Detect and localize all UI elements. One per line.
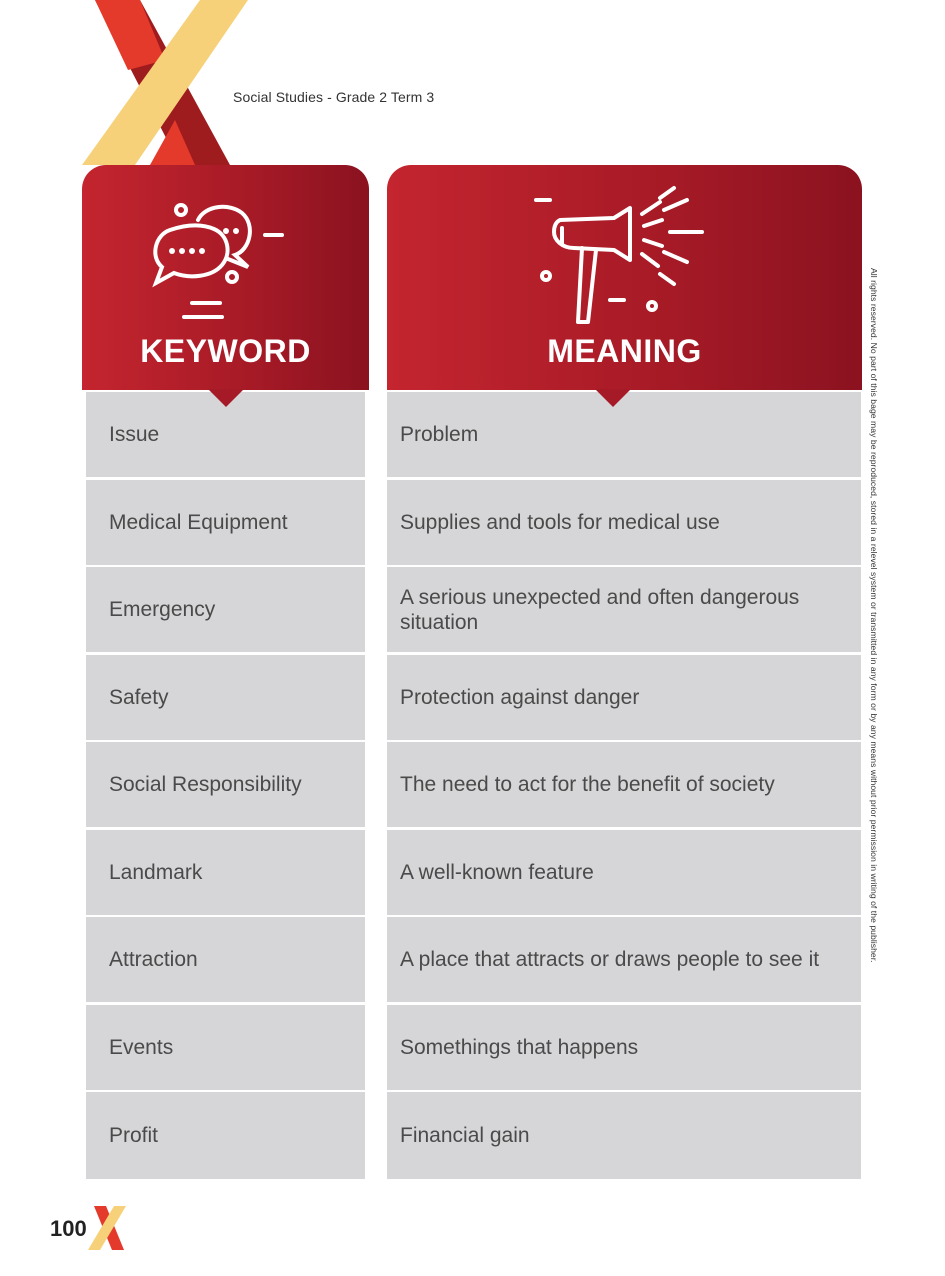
meaning-cell: A well-known feature <box>387 830 861 915</box>
chat-bubbles-icon <box>150 195 300 325</box>
meaning-cell: The need to act for the benefit of society <box>387 742 861 827</box>
meaning-cell: Supplies and tools for medical use <box>387 480 861 565</box>
keyword-cell: Safety <box>86 655 365 740</box>
keyword-column-header <box>82 165 369 390</box>
meaning-title: MEANING <box>547 333 702 369</box>
meaning-header-pointer <box>595 389 631 407</box>
keyword-cell: Social Responsibility <box>86 742 365 827</box>
rights-notice: All rights reserved. No part of this bage may be reproduced, stored in a relevel system or transmitted in any form or by any means without prior permission in writing of the publisher. <box>869 268 879 963</box>
x-logo <box>0 0 260 170</box>
keyword-title: KEYWORD <box>140 333 311 369</box>
keyword-cell: Emergency <box>86 567 365 652</box>
keyword-cell: Issue <box>86 392 365 477</box>
meaning-cell: Somethings that happens <box>387 1005 861 1090</box>
keyword-header-pointer <box>208 389 244 407</box>
meaning-cell: Financial gain <box>387 1092 861 1179</box>
megaphone-icon <box>532 180 712 330</box>
meaning-cell: Protection against danger <box>387 655 861 740</box>
keyword-cell: Landmark <box>86 830 365 915</box>
meaning-cell: A serious unexpected and often dangerous situation <box>387 567 861 652</box>
meaning-cell: A place that attracts or draws people to see it <box>387 917 861 1002</box>
page-subject: Social Studies - Grade 2 Term 3 <box>233 89 435 105</box>
page-number: 100 <box>50 1216 87 1241</box>
keyword-cell: Medical Equipment <box>86 480 365 565</box>
meaning-cell: Problem <box>387 392 861 477</box>
keyword-cell: Profit <box>86 1092 365 1179</box>
x-logo-small <box>88 1206 126 1252</box>
keyword-cell: Attraction <box>86 917 365 1002</box>
meaning-column-header <box>387 165 862 390</box>
keyword-cell: Events <box>86 1005 365 1090</box>
